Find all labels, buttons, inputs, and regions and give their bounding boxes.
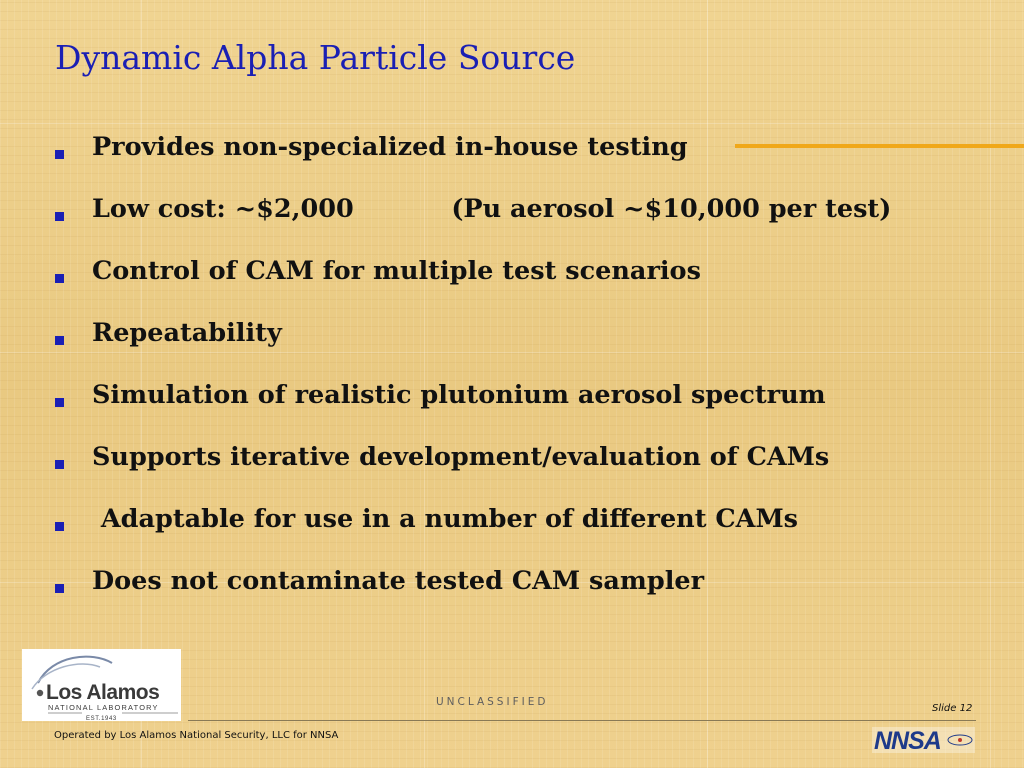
logo-subtitle: NATIONAL LABORATORY bbox=[48, 703, 159, 712]
bullet-text: Provides non-specialized in-house testing bbox=[92, 132, 688, 162]
bullet-marker bbox=[55, 274, 64, 283]
list-item bbox=[52, 247, 952, 309]
bullet-text: Low cost: ~$2,000 (Pu aerosol ~$10,000 per test) bbox=[92, 194, 892, 224]
bullet-text: Supports iterative development/evaluation of CAMs bbox=[92, 442, 830, 472]
nnsa-text: NNSA bbox=[874, 727, 941, 753]
bullet-marker bbox=[55, 460, 64, 469]
slide-number: Slide 12 bbox=[932, 703, 973, 714]
bullet-text: Control of CAM for multiple test scenarios bbox=[92, 256, 701, 286]
operated-by-text: Operated by Los Alamos National Security, LLC for NNSA bbox=[54, 730, 339, 741]
logo-established: EST.1943 bbox=[86, 716, 117, 721]
bullet-marker bbox=[55, 150, 64, 159]
classification-label: UNCLASSIFIED bbox=[436, 696, 549, 708]
footer-divider bbox=[188, 720, 976, 721]
list-item bbox=[52, 557, 952, 619]
nnsa-logo bbox=[872, 727, 975, 753]
bullet-list bbox=[52, 123, 952, 619]
los-alamos-logo-mark bbox=[22, 649, 181, 721]
bullet-marker bbox=[55, 398, 64, 407]
bullet-text: Adaptable for use in a number of different CAMs bbox=[92, 504, 799, 534]
bullet-marker bbox=[55, 212, 64, 221]
bullet-text: Simulation of realistic plutonium aerosol spectrum bbox=[92, 380, 826, 410]
list-item bbox=[52, 309, 952, 371]
bullet-marker bbox=[55, 522, 64, 531]
bullet-text: Repeatability bbox=[92, 318, 282, 348]
list-item bbox=[52, 433, 952, 495]
texture-line bbox=[990, 0, 991, 768]
list-item bbox=[52, 371, 952, 433]
bullet-marker bbox=[55, 336, 64, 345]
list-item bbox=[52, 495, 952, 557]
slide-title: Dynamic Alpha Particle Source bbox=[55, 38, 576, 77]
bullet-text: Does not contaminate tested CAM sampler bbox=[92, 566, 705, 596]
logo-name: Los Alamos bbox=[46, 681, 160, 704]
list-item bbox=[52, 185, 952, 247]
list-item bbox=[52, 123, 952, 185]
los-alamos-logo bbox=[22, 649, 181, 721]
bullet-marker bbox=[55, 584, 64, 593]
